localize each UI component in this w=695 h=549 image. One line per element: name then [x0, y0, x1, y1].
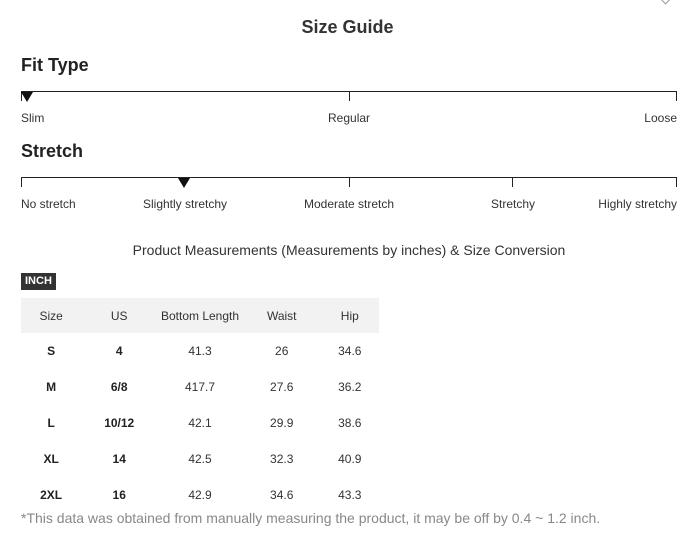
header-hip: Hip — [321, 298, 379, 333]
cell-size: M — [46, 380, 57, 394]
stretch-label-stretchy: Stretchy — [491, 197, 536, 211]
table-row — [21, 369, 379, 405]
cell-hip: 36.2 — [338, 380, 362, 394]
measurements-title: Product Measurements (Measurements by inches) & Size Conversion — [132, 242, 566, 258]
cell-us: 6/8 — [110, 380, 128, 394]
table-row — [21, 441, 379, 477]
header-waist: Waist — [243, 298, 321, 333]
header-us: US — [81, 298, 157, 333]
fit-marker-icon — [21, 92, 33, 102]
cell-hip: 43.3 — [338, 488, 362, 502]
scale-tick — [349, 91, 350, 101]
cell-waist: 32.3 — [270, 452, 294, 466]
cell-hip: 34.6 — [338, 344, 362, 358]
cell-us: 4 — [115, 344, 123, 358]
cell-us: 10/12 — [104, 416, 135, 430]
cell-size: S — [47, 344, 56, 358]
size-table — [21, 298, 379, 513]
header-size: Size — [21, 298, 81, 333]
footnote: *This data was obtained from manually measuring the product, it may be off by 0.4 ~ 1.2 inch. — [21, 510, 601, 526]
unit-badge: INCH — [21, 273, 56, 290]
stretch-label-slight: Slightly stretchy — [143, 197, 228, 211]
stretch-label-moderate: Moderate stretch — [304, 197, 395, 211]
table-header-row — [21, 298, 379, 333]
stretch-label-none: No stretch — [21, 197, 76, 211]
stretch-label-high: Highly stretchy — [598, 197, 677, 211]
cell-waist: 27.6 — [270, 380, 294, 394]
table-row — [21, 477, 379, 513]
stretch-marker-icon — [178, 178, 190, 188]
cell-hip: 40.9 — [338, 452, 362, 466]
cell-size: 2XL — [40, 488, 63, 502]
fit-label-slim: Slim — [21, 111, 45, 125]
cell-size: XL — [43, 452, 59, 466]
cell-bottom-length: 42.1 — [188, 416, 212, 430]
cell-us: 14 — [112, 452, 126, 466]
scale-tick — [349, 177, 350, 187]
table-row — [21, 405, 379, 441]
cell-us: 16 — [112, 488, 126, 502]
cell-bottom-length: 42.5 — [188, 452, 212, 466]
cell-waist: 26 — [275, 344, 289, 358]
fit-label-regular: Regular — [328, 111, 371, 125]
cell-waist: 34.6 — [270, 488, 294, 502]
header-bottom-length: Bottom Length — [157, 298, 243, 333]
fit-label-loose: Loose — [644, 111, 677, 125]
scale-tick — [676, 177, 677, 187]
scale-tick — [512, 177, 513, 187]
cell-bottom-length: 41.3 — [188, 344, 212, 358]
scale-tick — [21, 177, 22, 187]
cell-bottom-length: 42.9 — [188, 488, 212, 502]
cell-size: L — [47, 416, 55, 430]
scale-tick — [676, 91, 677, 101]
stretch-scale — [21, 177, 677, 217]
fit-type-title: Fit Type — [21, 55, 89, 75]
chevron-icon — [661, 0, 671, 4]
page-title: Size Guide — [301, 17, 394, 37]
cell-bottom-length: 417.7 — [184, 380, 216, 394]
stretch-title: Stretch — [21, 141, 84, 161]
cell-waist: 29.9 — [270, 416, 294, 430]
cell-hip: 38.6 — [338, 416, 362, 430]
table-row — [21, 333, 379, 369]
fit-type-scale — [21, 91, 677, 131]
